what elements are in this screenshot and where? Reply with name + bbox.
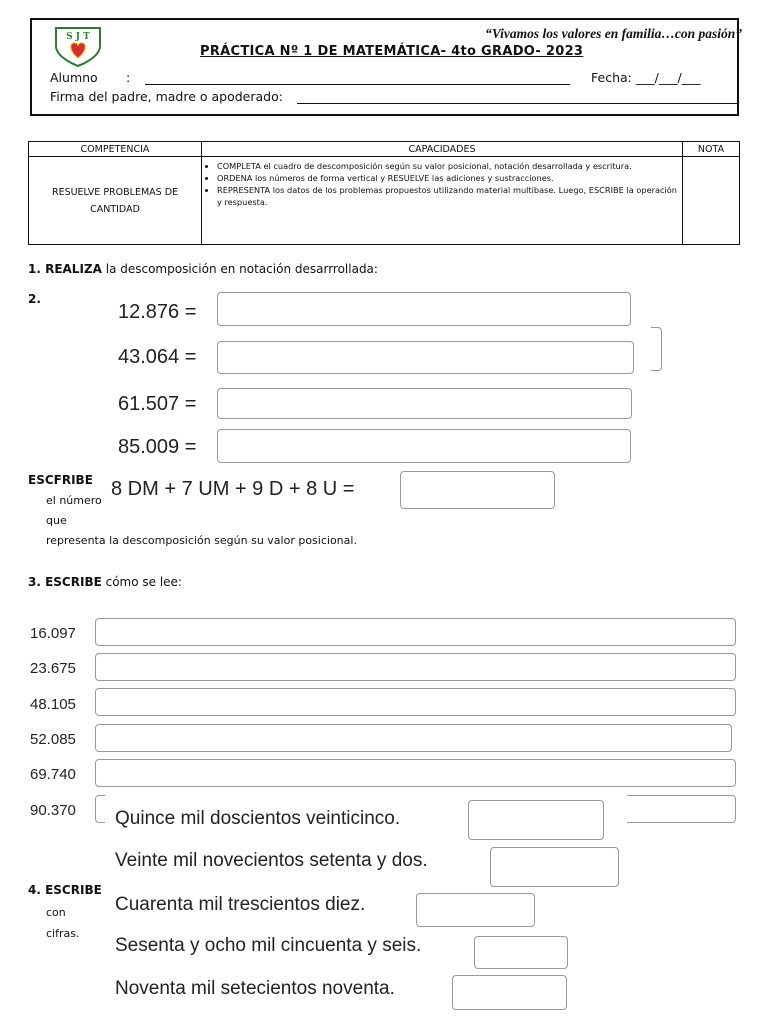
firma-field[interactable]	[297, 103, 737, 104]
read-number: 16.097	[30, 625, 76, 642]
nota-cell[interactable]	[683, 157, 740, 245]
competency-table	[28, 141, 740, 245]
read-number: 48.105	[30, 696, 76, 713]
school-logo	[52, 24, 104, 68]
firma-label: Firma del padre, madre o apoderado:	[50, 89, 283, 104]
alumno-field[interactable]	[145, 84, 570, 85]
section-4-text: con	[46, 906, 66, 919]
number-phrase: Quince mil doscientos veinticinco.	[115, 808, 401, 829]
read-answer-box[interactable]	[95, 618, 736, 646]
read-number: 90.370	[30, 802, 76, 819]
svg-text:S J T: S J T	[66, 32, 90, 42]
number-phrase: Noventa mil setecientos noventa.	[115, 978, 395, 999]
escribe-text: que	[46, 514, 67, 527]
read-answer-box[interactable]	[95, 653, 736, 681]
bracket-mark	[651, 327, 662, 371]
decomp-number: 85.009 =	[118, 436, 197, 458]
decomp-answer-box[interactable]	[217, 292, 631, 326]
alumno-label: Alumno	[50, 70, 98, 85]
decomp-answer-box[interactable]	[217, 341, 634, 374]
section-2-label: 2.	[28, 292, 41, 306]
read-number: 23.675	[30, 660, 76, 677]
decomposition-expression: 8 DM + 7 UM + 9 D + 8 U =	[111, 478, 355, 500]
alumno-colon: :	[126, 70, 131, 85]
capacidad-item: • REPRESENTA los datos de los problemas propuestos utilizando material multibase. Luego, ESCRIBE la operación y respuesta.	[217, 184, 677, 208]
section-3-text: cómo se lee:	[101, 575, 182, 589]
col-capacidades: CAPACIDADES	[202, 142, 683, 157]
capacidad-item: • ORDENA los números de forma vertical y RESUELVE las adiciones y sustracciones.	[217, 172, 677, 184]
expression-answer-box[interactable]	[400, 471, 555, 509]
decomp-number: 61.507 =	[118, 393, 197, 415]
competencia-cell: RESUELVE PROBLEMAS DE CANTIDAD	[29, 157, 202, 245]
decomp-number: 43.064 =	[118, 346, 197, 368]
digits-answer-box[interactable]	[416, 893, 535, 927]
decomp-answer-box[interactable]	[217, 429, 631, 463]
escribe-label: ESCFRIBE	[28, 473, 93, 487]
section-1-instruction	[28, 262, 378, 276]
col-competencia: COMPETENCIA	[29, 142, 202, 157]
section-1-text: la descomposición en notación desarrrollada:	[101, 262, 378, 276]
read-answer-box[interactable]	[95, 688, 736, 716]
escribe-text: el número	[46, 494, 102, 507]
digits-answer-box[interactable]	[490, 847, 619, 887]
section-1-verb: 1. REALIZA	[28, 262, 102, 276]
decomp-answer-box[interactable]	[217, 388, 632, 419]
number-phrase: Veinte mil novecientos setenta y dos.	[115, 850, 428, 871]
section-3-verb: 3. ESCRIBE	[28, 575, 102, 589]
motto: “Vivamos los valores en familia…con pasión”	[485, 26, 742, 41]
escribe-text: representa la descomposición según su valor posicional.	[46, 534, 357, 547]
digits-answer-box[interactable]	[474, 936, 568, 969]
read-answer-box[interactable]	[95, 724, 732, 752]
page-title: PRÁCTICA Nº 1 DE MATEMÁTICA- 4to GRADO- 2023	[200, 44, 584, 59]
read-number: 69.740	[30, 766, 76, 783]
col-nota: NOTA	[683, 142, 740, 157]
section-4-label: 4. ESCRIBE	[28, 883, 102, 897]
section-4-text: cifras.	[46, 927, 80, 940]
number-phrase: Sesenta y ocho mil cincuenta y seis.	[115, 935, 422, 956]
fecha-field[interactable]: Fecha: ___/___/___	[591, 70, 701, 85]
digits-answer-box[interactable]	[468, 800, 604, 840]
read-answer-box[interactable]	[95, 759, 736, 787]
capacidades-cell	[202, 157, 683, 245]
read-number: 52.085	[30, 731, 76, 748]
digits-answer-box[interactable]	[452, 975, 567, 1010]
decomp-number: 12.876 =	[118, 301, 197, 323]
number-phrase: Cuarenta mil trescientos diez.	[115, 894, 366, 915]
capacidad-item: • COMPLETA el cuadro de descomposición según su valor posicional, notación desarrollada y escritura.	[217, 160, 677, 172]
section-3-instruction	[28, 575, 182, 589]
